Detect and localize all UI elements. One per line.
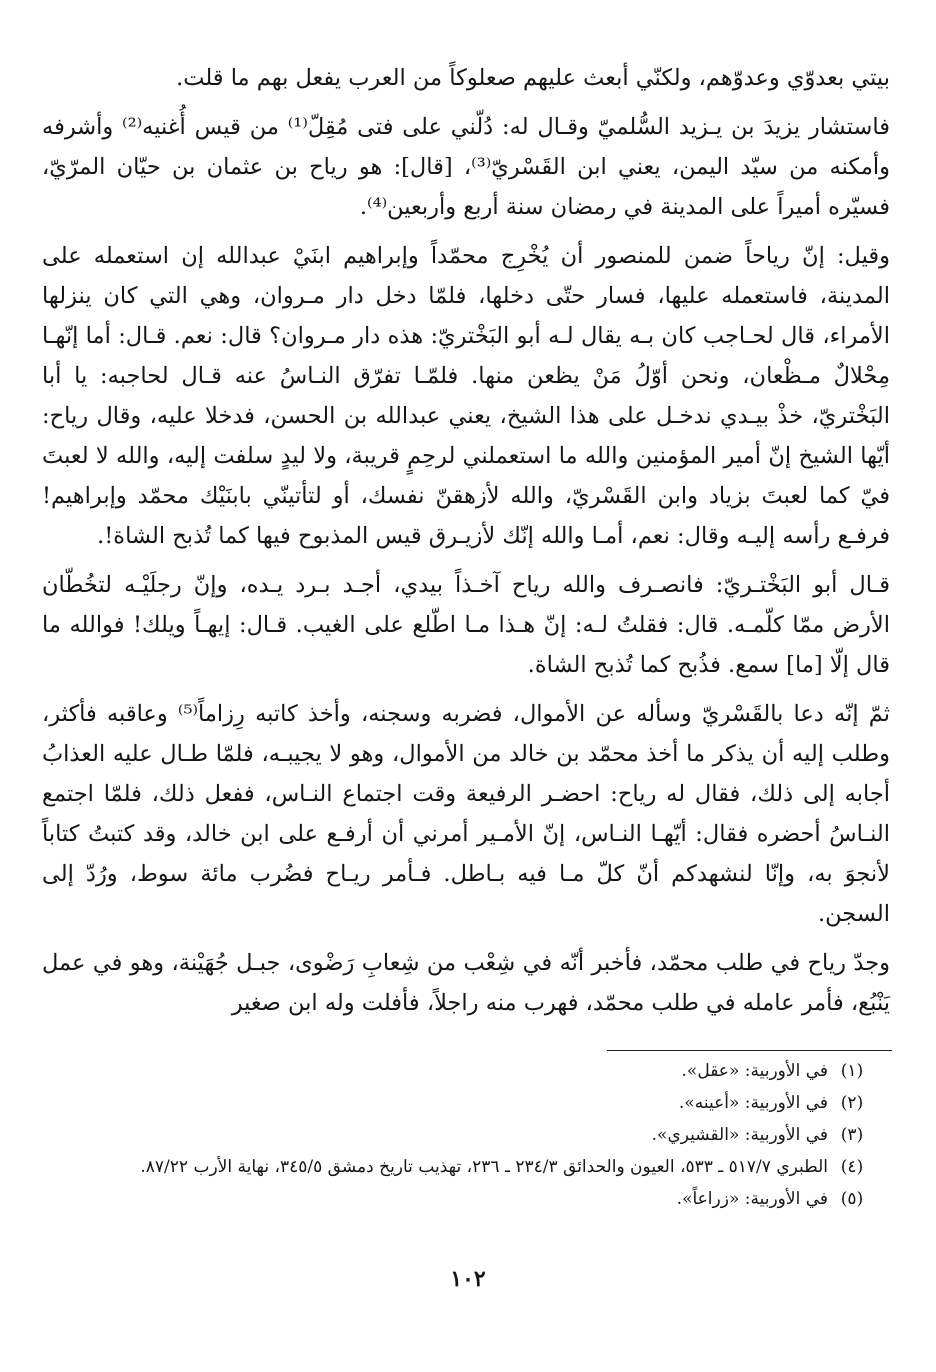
footnote-text: في الأوربية: «زراعاً».	[676, 1189, 828, 1209]
footnote-item	[40, 1119, 892, 1151]
footnote-number: (٤)	[840, 1157, 864, 1177]
footnote-item	[40, 1151, 892, 1183]
paragraph-3: وقيل: إنّ رياحاً ضمن للمنصور أن يُخْرِج محمّداً وإبراهيم ابنَيْ عبدالله إن استعمله على المدينة، فاستعمله عليها، فسار حتّى دخلها، فلمّا دخل دار مـروان، وهي التي كان ينزلها الأمراء، قال لحـاجب كان بـه يقال لـه أبو البَخْتريّ: هذه دار مـروان؟ قال: نعم. قـال: أما إنّهـا مِحْلالٌ مـظْعان، ونحن أوّلُ مَنْ يظعن منها. فلمّـا تفرّق النـاسُ عنه قـال لحاجبه: يا أبا البَخْتريّ، خذْ بيـدي ندخـل على هذا الشيخ، يعني عبدالله بن الحسن، فدخلا عليه، وقال رياح: أيّها الشيخ إنّ أمير المؤمنين والله ما استعملني لرحِمٍ قريبة، ولا ليدٍ سلفت إليه، والله لا لعبتَ فيّ كما لعبتَ بزياد وابن القَسْريّ، والله لأزهقنّ نفسك، أو لتأتينّي بابنَيْك محمّد وإبراهيم! فرفـع رأسه إليـه وقال: نعم، أمـا والله إنّك لأزيـرق قيس المذبوح فيها كما تُذبح الشاة!.	[42, 243, 890, 549]
footnote-text: في الأوربية: «أعينه».	[678, 1093, 828, 1113]
paragraph-4: قـال أبو البَخْتـريّ: فانصـرف والله رياح آخـذاً بيدي، أجـد بـرد يـده، وإنّ رجلَيْـه لتخُطّان الأرض ممّا كلّمـه. قال: فقلتُ لـه: إنّ هـذا مـا اطّلع على الغيب. قـال: إيهـاً ويلك! فوالله ما قال إلّا [ما] سمع. فذُبح كما تُذبح الشاة.	[42, 572, 890, 678]
page-number: ١٠٢	[450, 1266, 486, 1292]
paragraph-5: ثمّ إنّه دعا بالقَسْريّ وسأله عن الأموال، فضربه وسجنه، وأخذ كاتبه رِزاماً⁽⁵⁾ وعاقبه فأكثر، وطلب إليه أن يذكر ما أخذ محمّد بن خالد من الأموال، وهو لا يجيبـه، فلمّا طـال عليه العذابُ أجابه إلى ذلك، فقال له رياح: احضـر الرفيعة وقت اجتماع النـاس، ففعل ذلك، فلمّا اجتمع النـاسُ أحضره فقال: أيّهـا النـاس، إنّ الأمـير أمرني أن أرفـع على ابن خالد، وقد كتبتُ كتاباً لأنجوَ به، وإنّا لنشهدكم أنّ كلّ مـا فيه بـاطل. فـأمر ريـاح فضُرب مائة سوط، ورُدّ إلى السجن.	[42, 701, 890, 927]
paragraph-1: بيتي بعدوّي وعدوّهم، ولكنّي أبعث عليهم صعلوكاً من العرب يفعل بهم ما قلت.	[176, 65, 890, 91]
footnote-number: (١)	[840, 1061, 864, 1081]
footnote-text: الطبري ٥١٧/٧ ـ ٥٣٣، العيون والحدائق ٢٣٤/٣ ـ ٢٣٦، تهذيب تاريخ دمشق ٣٤٥/٥، نهاية الأرب ٨٧/٢٢.	[140, 1157, 828, 1177]
footnote-number: (٢)	[840, 1093, 864, 1113]
footnote-number: (٥)	[840, 1189, 864, 1209]
footnote-item	[40, 1055, 892, 1087]
paragraph-2: فاستشار يزيدَ بن يـزيد السُّلميّ وقـال له: دُلّني على فتى مُقِلّ⁽¹⁾ من قيس أُغنيه⁽²⁾ وأشرفه وأمكنه من سيّد اليمن، يعني ابن القَسْريّ⁽³⁾، [قال]: هو رياح بن عثمان بن حيّان المرّيّ، فسيّره أميراً على المدينة في رمضان سنة أربع وأربعين⁽⁴⁾.	[42, 114, 890, 220]
footnote-divider	[607, 1050, 892, 1051]
paragraph-6: وجدّ رياح في طلب محمّد، فأخبر أنّه في شِعْب من شِعابِ رَضْوى، جبـل جُهَيْنة، وهو في عمل يَنْبُع، فأمر عامله في طلب محمّد، فهرب منه راجلاً، فأفلت وله ابن صغير	[42, 950, 890, 1016]
footnote-text: في الأوربية: «القشيري».	[651, 1125, 828, 1145]
footnote-item	[40, 1183, 892, 1215]
footnotes	[40, 1050, 892, 1215]
page-body	[42, 58, 890, 1032]
footnote-number: (٣)	[840, 1125, 864, 1145]
footnote-text: في الأوربية: «عقل».	[681, 1061, 828, 1081]
main-text	[42, 58, 890, 1023]
footnote-item	[40, 1087, 892, 1119]
